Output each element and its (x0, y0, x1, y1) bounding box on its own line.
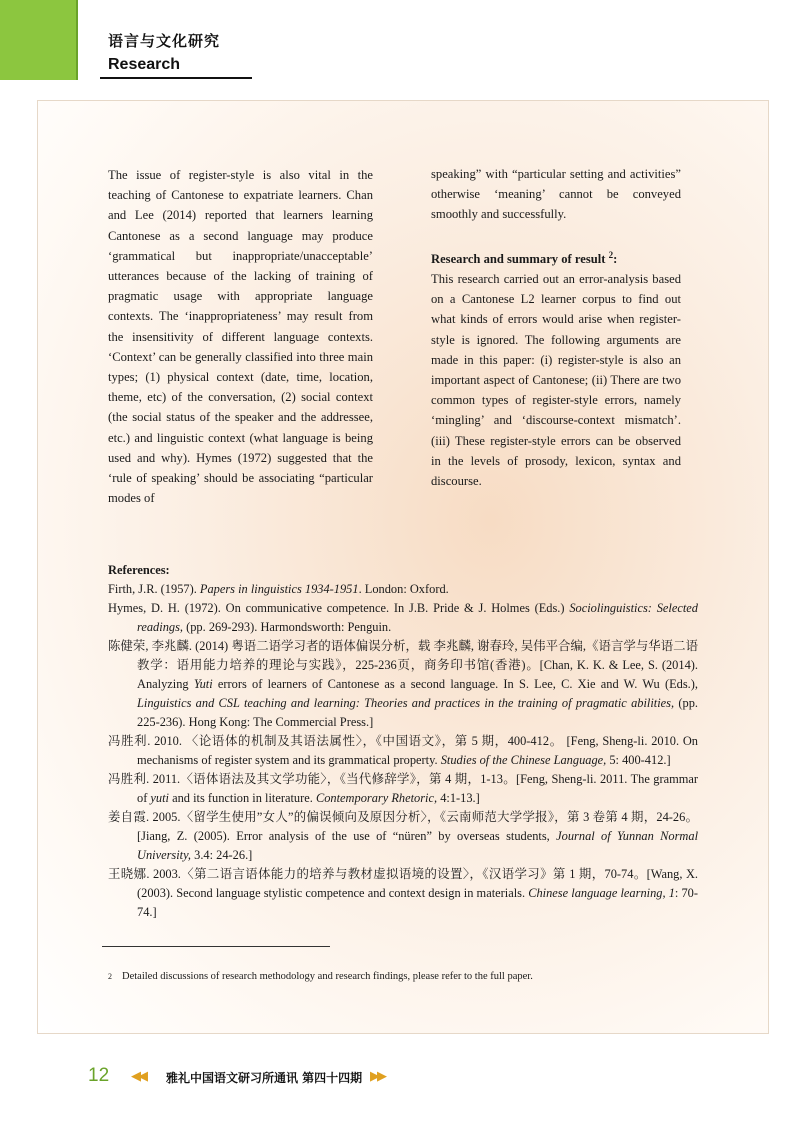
section-heading-text: Research and summary of result (431, 251, 606, 266)
reference-part: 5: 400-412.] (606, 753, 671, 767)
reference-part: 陈健荣, 李兆麟. (2014) 粤语二语学习者的语体偏误分析，载 李兆麟, 谢春玲, 吴伟平合编,《语言学与华语二语教学：语用能力培养的理论与实践》，225-236页，商务印书馆(香港)。[Chan, K. K. & Lee, S. (2014). Analyzing (108, 639, 698, 691)
reference-italic-part: Contemporary Rhetoric, (315, 791, 438, 805)
reference-entry (108, 770, 698, 808)
reference-entry (108, 732, 698, 770)
body-paragraph: This research carried out an error-analysis based on a Cantonese L2 learner corpus to find out what kinds of errors would arise when register-style is ignored. The following arguments are made in this paper: (i) register-style is also an important aspect of Cantonese; (ii) There are two common types of register-style errors, namely ‘mingling’ and ‘discourse-context mismatch’. (iii) These register-style errors can be observed in the levels of prosody, lexicon, syntax and discourse. (431, 272, 681, 489)
body-column-right (431, 164, 681, 491)
reference-part: Firth, J.R. (1957). (108, 582, 200, 596)
reference-part: 冯胜利. 2010. 〈论语体的机制及其语法属性〉，《中国语文》，第 5 期，400-412。 [Feng, Sheng-li. 2010. On mechanisms of register system and its grammatical property. (108, 734, 698, 767)
section-title-english: Research (108, 56, 181, 73)
publication-title: 雅礼中国语文研习所通讯 第四十四期 (166, 1071, 363, 1085)
footnote-text: Detailed discussions of research methodology and research findings, please refer to the full paper. (122, 971, 533, 982)
reference-part: 王晓娜. 2003.〈第二语言语体能力的培养与教材虚拟语境的设置〉，《汉语学习》第 1 期，70-74。[Wang, X. (2003). Second language stylistic competence and context design in materials. (108, 867, 698, 900)
header-color-edge (76, 0, 78, 80)
footnote-rule (102, 946, 330, 947)
footnote-number: 2 (108, 972, 112, 981)
reference-part: : 70-74.] (137, 886, 698, 919)
reference-part: 3.4: 24-26.] (191, 848, 253, 862)
footnote-marker[interactable]: 2 (608, 249, 614, 260)
reference-part: . London: Oxford. (358, 582, 449, 596)
reference-part: Hymes, D. H. (1972). On communicative competence. In J.B. Pride & J. Holmes (Eds.) (108, 601, 570, 615)
reference-part: and its function in literature. (169, 791, 316, 805)
reference-italic-part: Journal of Yunnan Normal University, (137, 829, 699, 862)
section-title-chinese: 语言与文化研究 (108, 32, 221, 50)
reference-entry (108, 599, 698, 637)
references-list (108, 580, 698, 922)
reference-entry (108, 580, 698, 599)
reference-part: (pp. 269-293). Harmondsworth: Penguin. (183, 620, 392, 634)
body-column-left (108, 165, 373, 508)
reference-italic-part: Sociolinguistics: Selected readings, (137, 601, 699, 634)
body-paragraph: speaking” with “particular setting and activities” otherwise ‘meaning’ cannot be conveyed smoothly and successfully. (431, 167, 681, 222)
reference-italic-part: Linguistics and CSL teaching and learning: Theories and practices in the training of pragmatic abilities, (137, 696, 675, 710)
reference-italic-part: yuti (150, 791, 170, 805)
reference-part: 姜自霞. 2005.〈留学生使用”女人”的偏误倾向及原因分析〉，《云南师范大学学报》，第 3 卷第 4 期，24-26。[Jiang, Z. (2005). Error analysis of the use of “nüren” by overseas students, (108, 810, 698, 843)
reference-entry (108, 808, 698, 865)
header-color-block (0, 0, 76, 80)
reference-italic-part: Yuti (193, 677, 213, 691)
reference-entry (108, 865, 698, 922)
reference-part: 冯胜利. 2011.〈语体语法及其文学功能〉，《当代修辞学》，第 4 期，1-13。[Feng, Sheng-li. 2011. The grammar of (108, 772, 698, 805)
reference-part: 4:1-13.] (437, 791, 480, 805)
header-rule (100, 77, 252, 79)
reference-italic-part: Papers in linguistics 1934-1951 (199, 582, 359, 596)
reference-italic-part: Studies of the Chinese Language, (440, 753, 607, 767)
reference-italic-part: Chinese language learning, 1 (528, 886, 675, 900)
reference-entry (108, 637, 698, 732)
reference-part: errors of learners of Cantonese as a second language. In S. Lee, C. Xie and W. Wu (Eds.), (212, 677, 698, 691)
footnote (108, 970, 533, 984)
previous-page-arrows-icon[interactable]: ◀◀ (131, 1068, 145, 1083)
page-number: 12 (88, 1065, 110, 1086)
references-section (108, 561, 698, 922)
next-page-arrows-icon[interactable]: ▶▶ (370, 1068, 384, 1083)
body-paragraph: The issue of register-style is also vital in the teaching of Cantonese to expatriate learners. Chan and Lee (2014) reported that learners learning Cantonese as a second language may produce ‘grammatical but inappropriate/unacceptable’ utterances because of the lacking of training of pragmatic usage with appropriate language contexts. The ‘inappropriateness’ may result from the insensitivity of different language contexts. ‘Context’ can be generally classified into three main types; (1) physical context (date, time, location, theme, etc) of the conversation, (2) social context (the social status of the speaker and the addressee, etc.) and linguistic context (what language is being used and why). Hymes (1972) suggested that the ‘rule of speaking’ should be associating “particular modes of (108, 168, 373, 506)
section-heading: Research and summary of result $^2$: (431, 249, 618, 266)
references-heading: References: (108, 563, 170, 577)
reference-part: (pp. 225-236). Hong Kong: The Commercial Press.] (137, 696, 698, 729)
